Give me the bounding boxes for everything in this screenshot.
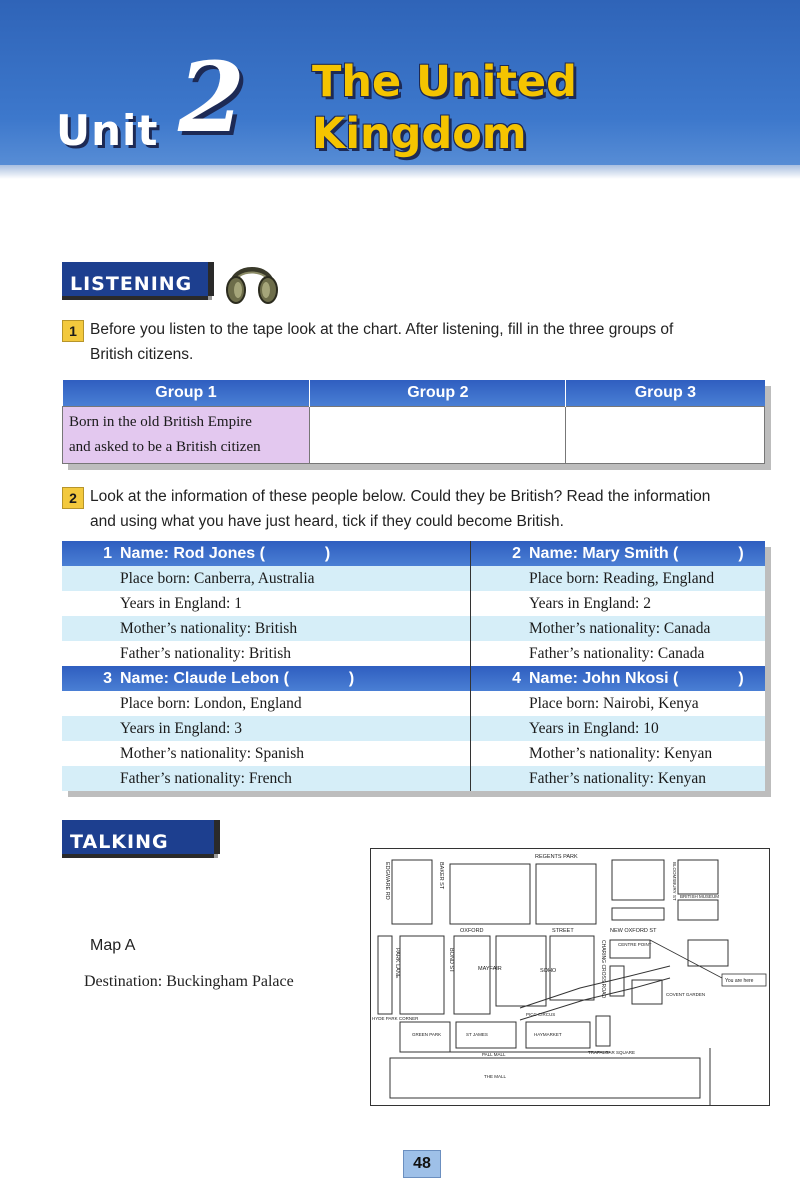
person1-mother: Mother’s nationality: British <box>62 616 471 641</box>
person3-name: Name: Claude Lebon ( <box>120 669 289 687</box>
group3-header: Group 3 <box>566 380 765 407</box>
map-label-regents-park: REGENTS PARK <box>535 854 578 860</box>
people-row <box>62 591 765 616</box>
destination-text: Destination: Buckingham Palace <box>84 973 294 990</box>
map-label-bond-st: BOND ST <box>448 948 454 973</box>
map-label-edgware-rd: EDGWARE RD <box>384 862 390 900</box>
unit-title-line2: Kingdom <box>312 109 527 159</box>
talking-section-label <box>62 820 214 854</box>
unit-word: Unit <box>56 106 159 155</box>
question1-line2: British citizens. <box>90 346 194 363</box>
map-label-haymarket: HAYMARKET <box>534 1032 562 1037</box>
group3-cell[interactable] <box>566 407 765 464</box>
person3-close-paren: ) <box>348 669 355 687</box>
person2-place: Place born: Reading, England <box>471 566 766 591</box>
map-label-trafalgar-square: TRAFALGAR SQUARE <box>588 1050 636 1055</box>
person4-number: 4 <box>512 669 521 687</box>
person4-years: Years in England: 10 <box>471 716 766 741</box>
person3-place: Place born: London, England <box>62 691 471 716</box>
unit-number: 2 <box>178 41 245 154</box>
people-header-row <box>62 541 765 566</box>
map-label-park-lane: PARK LANE <box>394 948 400 979</box>
map-label-oxford: OXFORD <box>460 928 484 934</box>
map-label-covent-garden: COVENT GARDEN <box>666 992 706 997</box>
group-table <box>62 380 765 464</box>
header-fade <box>0 165 800 179</box>
person2-header <box>471 541 766 566</box>
listening-section-label <box>62 262 208 296</box>
map-label-mayfair: MAYFAIR <box>478 966 502 972</box>
people-header-row <box>62 666 765 691</box>
person3-mother: Mother’s nationality: Spanish <box>62 741 471 766</box>
person4-header <box>471 666 766 691</box>
person4-father: Father’s nationality: Kenyan <box>471 766 766 791</box>
people-table <box>62 541 765 791</box>
person3-father: Father’s nationality: French <box>62 766 471 791</box>
question2-line2: and using what you have just heard, tick if they could become British. <box>90 513 564 530</box>
map-label-bloomsbury-st: BLOOMSBURY ST <box>672 862 677 901</box>
people-row <box>62 766 765 791</box>
map-label-pall-mall: PALL MALL <box>482 1052 506 1057</box>
person2-name: Name: Mary Smith ( <box>529 544 679 562</box>
question1-number: 1 <box>62 320 84 342</box>
map-label-green-park: GREEN PARK <box>412 1032 442 1037</box>
person1-father: Father’s nationality: British <box>62 641 471 666</box>
person1-close-paren: ) <box>324 544 331 562</box>
person3-header <box>62 666 471 691</box>
map-label-british-museum: BRITISH MUSEUM <box>680 894 720 899</box>
question1-text <box>90 317 673 367</box>
group1-line1: Born in the old British Empire <box>69 414 252 430</box>
person1-header <box>62 541 471 566</box>
map-label-the-mall: THE MALL <box>484 1074 507 1079</box>
person4-place: Place born: Nairobi, Kenya <box>471 691 766 716</box>
person4-mother: Mother’s nationality: Kenyan <box>471 741 766 766</box>
group1-cell <box>63 407 310 464</box>
map-label-charing-cross-road: CHARING CROSS ROAD <box>600 940 606 999</box>
question2-text <box>90 484 710 534</box>
question2-number: 2 <box>62 487 84 509</box>
talking-label-text: TALKING <box>70 831 169 853</box>
map-label-street: STREET <box>552 928 574 934</box>
person4-name: Name: John Nkosi ( <box>529 669 679 687</box>
person1-years: Years in England: 1 <box>62 591 471 616</box>
map-label-picc-circus: PICC CIRCUS <box>526 1012 556 1017</box>
person1-name: Name: Rod Jones ( <box>120 544 265 562</box>
person1-number: 1 <box>103 544 112 562</box>
headphones-icon <box>224 256 280 306</box>
group1-line2: and asked to be a British citizen <box>69 439 261 455</box>
map-label-centre-point: CENTRE POINT <box>618 942 652 947</box>
question2-line1: Look at the information of these people below. Could they be British? Read the information <box>90 488 711 505</box>
map-label-hyde-park-corner: HYDE PARK CORNER <box>372 1016 419 1021</box>
person2-number: 2 <box>512 544 521 562</box>
group1-header: Group 1 <box>63 380 310 407</box>
map-label-new-oxford-st: NEW OXFORD ST <box>610 928 657 934</box>
person4-close-paren: ) <box>738 669 744 687</box>
group2-header: Group 2 <box>310 380 566 407</box>
map-label: Map A <box>90 937 136 954</box>
person3-years: Years in England: 3 <box>62 716 471 741</box>
person2-years: Years in England: 2 <box>471 591 766 616</box>
unit-title-line1: The United <box>312 57 577 107</box>
person2-close-paren: ) <box>738 544 744 562</box>
people-row <box>62 716 765 741</box>
person2-father: Father’s nationality: Canada <box>471 641 766 666</box>
people-row <box>62 741 765 766</box>
map-label-baker-st: BAKER ST <box>438 862 444 890</box>
people-row <box>62 616 765 641</box>
people-row <box>62 691 765 716</box>
person2-mother: Mother’s nationality: Canada <box>471 616 766 641</box>
person1-place: Place born: Canberra, Australia <box>62 566 471 591</box>
question1-line1: Before you listen to the tape look at the chart. After listening, fill in the three groups of <box>90 321 674 338</box>
people-row <box>62 641 765 666</box>
page-number: 48 <box>403 1150 441 1178</box>
person3-number: 3 <box>103 669 112 687</box>
map-label-st-james: ST JAMES <box>466 1032 488 1037</box>
unit-title <box>312 56 577 160</box>
group2-cell[interactable] <box>310 407 566 464</box>
map-label-soho: SOHO <box>540 968 557 974</box>
listening-label-text: LISTENING <box>70 273 193 295</box>
people-row <box>62 566 765 591</box>
street-map <box>370 848 770 1106</box>
map-label-you-are-here: You are here <box>725 978 754 984</box>
